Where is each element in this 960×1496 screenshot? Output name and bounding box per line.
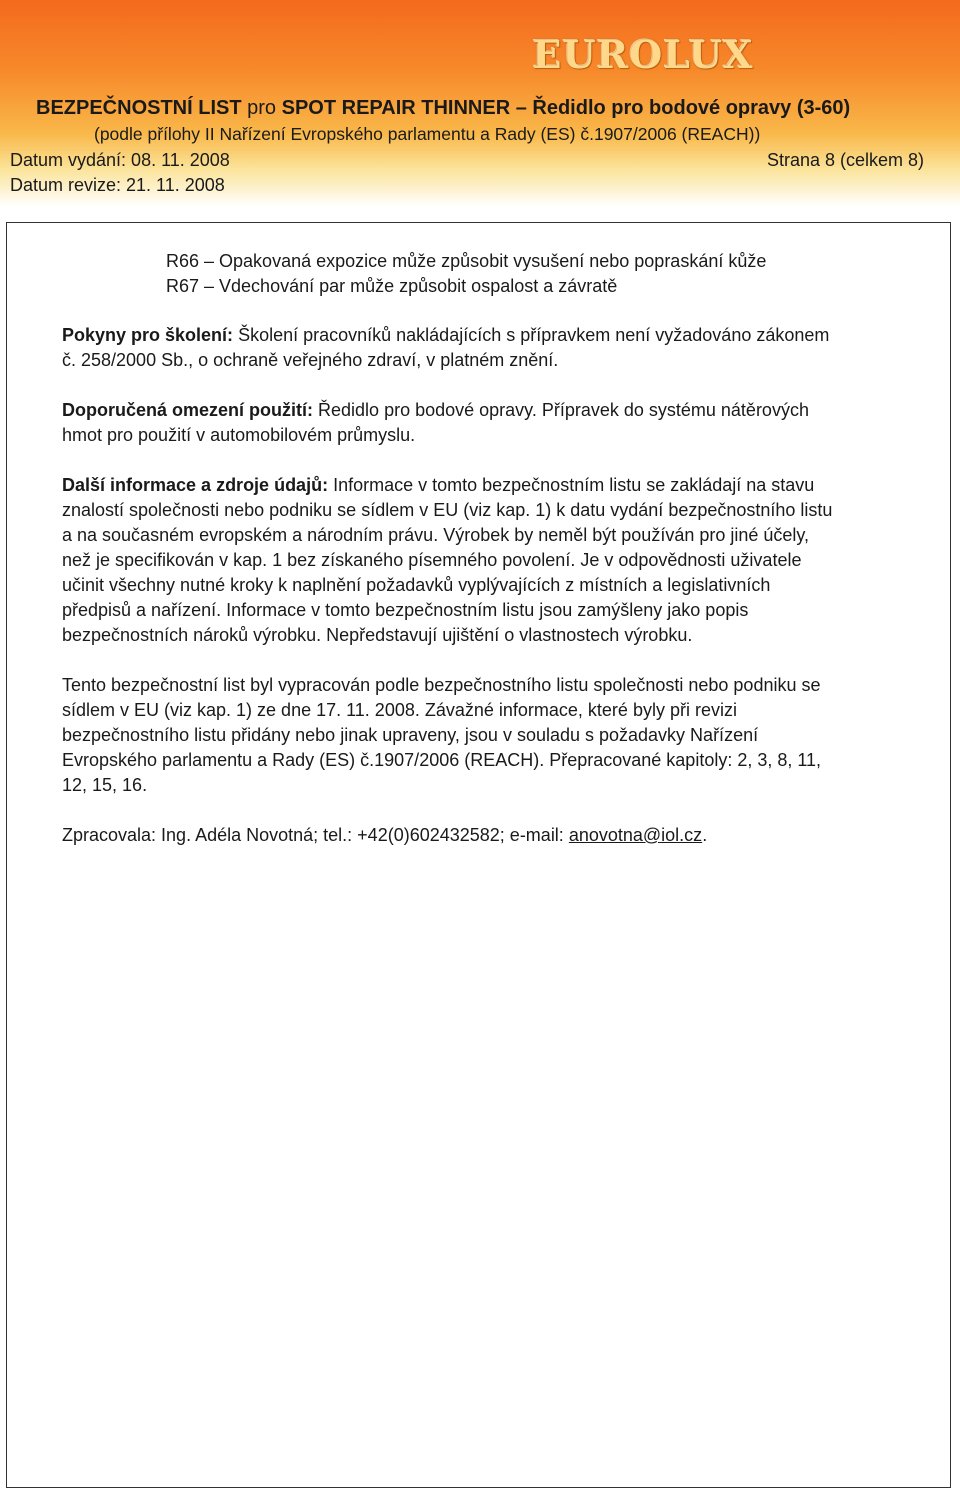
training-text-2: č. 258/2000 Sb., o ochraně veřejného zdraví, v platném znění. xyxy=(62,350,559,370)
title-part-1: BEZPEČNOSTNÍ LIST xyxy=(36,97,242,119)
further-info-text-2: znalostí společnosti nebo podniku se sídlem v EU (viz kap. 1) k datu vydání bezpečnostního listu xyxy=(62,500,833,520)
training-label: Pokyny pro školení: xyxy=(62,325,234,345)
prepared-by-section xyxy=(62,823,942,848)
logo-text: EUROLUX xyxy=(532,31,754,77)
training-section xyxy=(62,323,942,373)
revision-note-text-4: Evropského parlamentu a Rady (ES) č.1907/2006 (REACH). Přepracované kapitoly: 2, 3, 8, 11, xyxy=(62,750,822,770)
recommended-use-text-1: Ředidlo pro bodové opravy. Přípravek do systému nátěrových xyxy=(318,400,809,420)
training-text-1: Školení pracovníků nakládajících s přípravkem není vyžadováno zákonem xyxy=(238,325,830,345)
page-info: Strana 8 (celkem 8) xyxy=(766,150,924,170)
further-info-text-4: než je specifikován v kap. 1 bez získaného písemného povolení. Je v odpovědnosti uživatele xyxy=(62,550,802,570)
recommended-use-label: Doporučená omezení použití: xyxy=(62,400,314,420)
further-info-text-5: učinit všechny nutné kroky k naplnění požadavků vyplývajících z místních a legislativních xyxy=(62,575,771,595)
document-subtitle: (podle přílohy II Nařízení Evropského parlamentu a Rady (ES) č.1907/2006 (REACH)) xyxy=(94,124,761,144)
revision-note-text-2: sídlem v EU (viz kap. 1) ze dne 17. 11. 2008. Závažné informace, které byly při revizi xyxy=(62,700,737,720)
date-issued: Datum vydání: 08. 11. 2008 xyxy=(10,150,230,170)
title-part-2: SPOT REPAIR THINNER – Ředidlo pro bodové opravy (3-60) xyxy=(281,97,851,119)
revision-note-text-1: Tento bezpečnostní list byl vypracován podle bezpečnostního listu společnosti nebo podniku se xyxy=(62,675,821,695)
prepared-by-text: Zpracovala: Ing. Adéla Novotná; tel.: +42(0)602432582; e-mail: xyxy=(62,825,564,845)
document-title xyxy=(36,97,850,120)
further-info-text-7: bezpečnostních nároků výrobku. Nepředstavují ujištění o vlastnostech výrobku. xyxy=(62,625,693,645)
r-phrase-r66: R66 – Opakovaná expozice může způsobit vysušení nebo popraskání kůže xyxy=(166,251,767,271)
title-pro: pro xyxy=(247,97,277,119)
email-link[interactable]: anovotna@iol.cz xyxy=(568,825,703,845)
further-info-text-6: předpisů a nařízení. Informace v tomto bezpečnostním listu jsou zamýšleny jako popis xyxy=(62,600,749,620)
r-phrase-r67: R67 – Vdechování par může způsobit ospalost a závratě xyxy=(166,276,618,296)
further-info-text-3: a na současném evropském a národním právu. Výrobek by neměl být používán pro jiné účely, xyxy=(62,525,810,545)
recommended-use-text-2: hmot pro použití v automobilovém průmyslu. xyxy=(62,425,416,445)
further-info-label: Další informace a zdroje údajů: xyxy=(62,475,329,495)
prepared-by-end: . xyxy=(702,825,708,845)
date-revised: Datum revize: 21. 11. 2008 xyxy=(10,175,225,195)
revision-note-text-3: bezpečnostního listu přidány nebo jinak upraveny, jsou v souladu s požadavky Nařízení xyxy=(62,725,759,745)
revision-note-text-5: 12, 15, 16. xyxy=(62,775,148,795)
further-info-text-1: Informace v tomto bezpečnostním listu se zakládají na stavu xyxy=(333,475,815,495)
recommended-use-section xyxy=(62,398,942,448)
revision-note-section xyxy=(62,673,942,798)
further-info-section xyxy=(62,473,942,648)
eurolux-logo xyxy=(532,26,754,82)
